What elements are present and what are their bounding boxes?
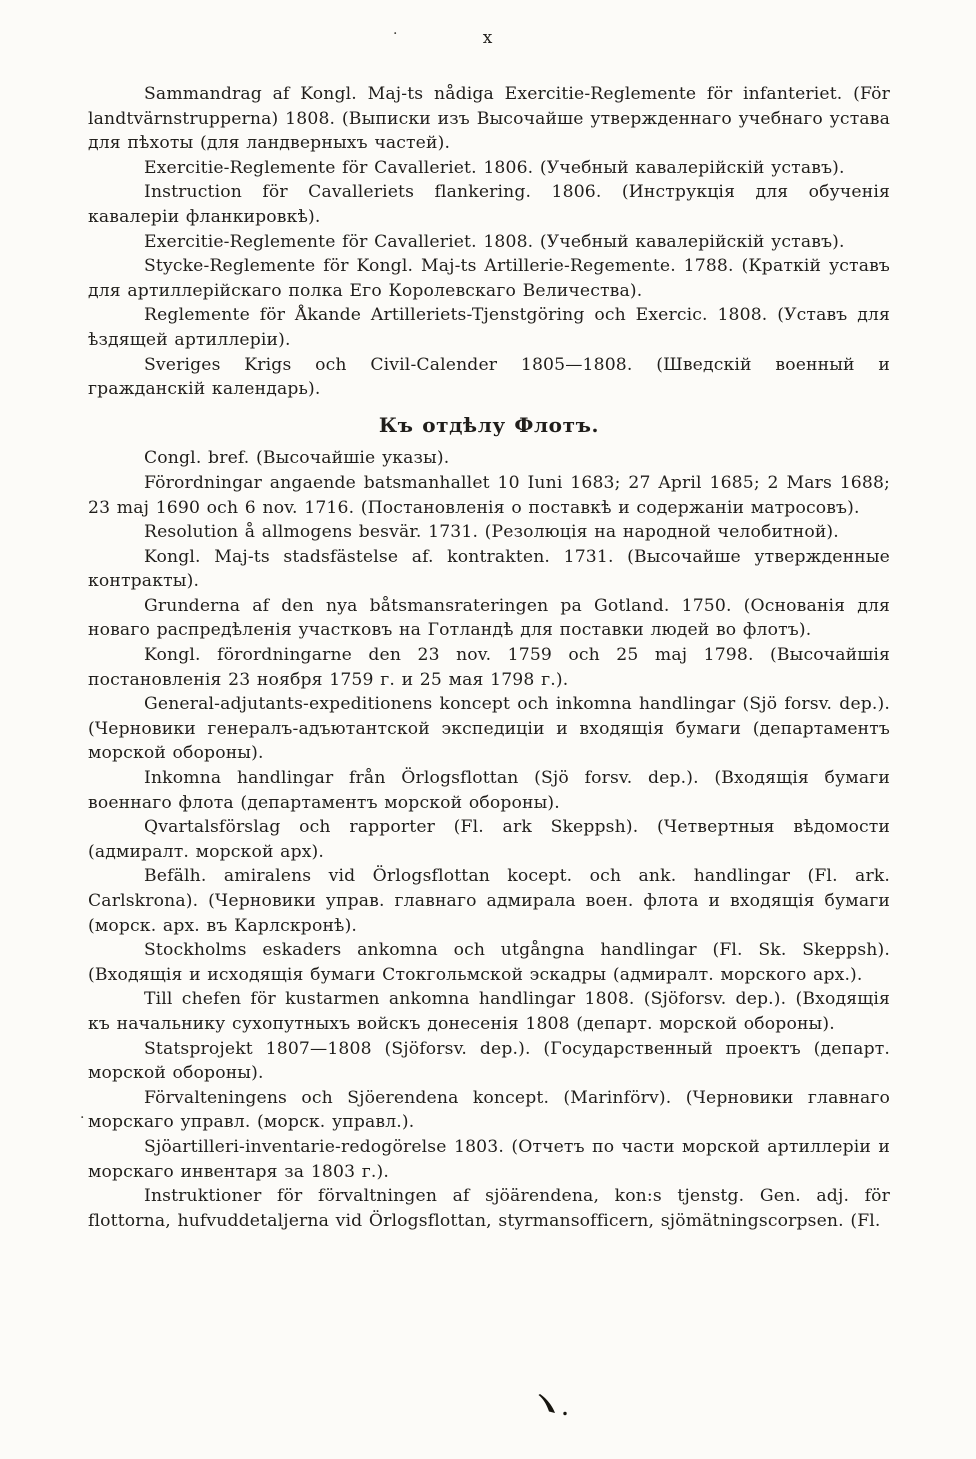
scan-speck: · xyxy=(80,1110,85,1126)
entry-paragraph: Kongl. Maj-ts stadsfästelse af. kontrakten. 1731. (Высочайше утвержденные контракты). xyxy=(88,546,890,592)
entry-paragraph: Inkomna handlingar från Örlogsflottan (Sjö forsv. dep.). (Входящія бумаги военнаго флота (департаментъ морской обороны). xyxy=(88,768,890,813)
text-block xyxy=(88,82,890,1233)
entry-paragraph: Kongl. förordningarne den 23 nov. 1759 och 25 maj 1798. (Высочайшія постановленія 23 ноября 1759 г. и 25 мая 1798 г.). xyxy=(88,645,890,690)
entry-paragraph: Stycke-Reglemente för Kongl. Maj-ts Artillerie-Regemente. 1788. (Краткій уставъ для артиллерійскаго полка Его Королевскаго Величества). xyxy=(88,256,890,301)
entry-paragraph: Exercitie-Reglemente för Cavalleriet. 1806. (Учебный кавалерійскій уставъ). xyxy=(144,157,845,178)
entry-paragraph: Instruction för Cavalleriets flankering. 1806. (Инструкція для обученія кавалеріи фланкировкѣ). xyxy=(88,182,890,227)
ink-stroke-graphic xyxy=(536,1392,570,1418)
entry-paragraph: Qvartalsförslag och rapporter (Fl. ark Skeppsh). (Четвертныя вѣдомости (адмиралт. морской арх). xyxy=(88,817,890,862)
entry-paragraph: Exercitie-Reglemente för Cavalleriet. 1808. (Учебный кавалерійскій уставъ). xyxy=(144,231,845,252)
scan-speck: · xyxy=(393,26,398,42)
entry-paragraph: Reglemente för Åkande Artilleriets-Tjenstgöring och Exercic. 1808. (Уставъ для ѣздящей артиллеріи). xyxy=(88,305,890,350)
entry-paragraph: Stockholms eskaders ankomna och utgångna handlingar (Fl. Sk. Skeppsh). (Входящія и исходящія бумаги Стокгольмской эскадры (адмиралт. морского арх.). xyxy=(88,940,890,985)
fleet-section-heading: Къ отдѣлу Флотъ. xyxy=(378,412,600,437)
entry-paragraph: Resolution å allmogens besvär. 1731. (Резолюція на народной челобитной). xyxy=(144,522,839,543)
entry-paragraph: Till chefen för kustarmen ankomna handlingar 1808. (Sjöforsv. dep.). (Входящія къ начальнику сухопутныхъ войскъ донесенія 1808 (департ. морской обороны). xyxy=(88,989,890,1034)
entry-paragraph: Instruktioner för förvaltningen af sjöärendena, kon:s tjenstg. Gen. adj. för flottorna, hufvuddetaljerna vid Örlogsflottan, styrmansofficern, sjömätningscorpsen. (Fl. xyxy=(88,1186,890,1231)
entry-paragraph: General-adjutants-expeditionens koncept och inkomna handlingar (Sjö forsv. dep.). (Черновики генералъ-адъютантской экспедиціи и входящія бумаги (департаментъ морской обороны). xyxy=(88,694,890,764)
entry-paragraph: Grunderna af den nya båtsmansrateringen pa Gotland. 1750. (Основанія для новаго распредѣленія участковъ на Готландѣ для поставки людей во флотъ). xyxy=(88,595,890,641)
entry-paragraph: Sammandrag af Kongl. Maj-ts nådiga Exercitie-Reglemente för infanteriet. (För landtvärnstrupperna) 1808. (Выписки изъ Высочайше утвержденнаго учебнаго устава для пѣхоты (для ландверныхъ частей). xyxy=(88,84,890,154)
entry-paragraph: Sveriges Krigs och Civil-Calender 1805—1808. (Шведскій военный и гражданскій календарь). xyxy=(88,354,890,400)
entry-paragraph: Sjöartilleri-inventarie-redogörelse 1803. (Отчетъ по части морской артиллеріи и морскаго инвентаря за 1803 г.). xyxy=(88,1136,890,1182)
entry-paragraph: Förordningar angaende batsmanhallet 10 Iuni 1683; 27 April 1685; 2 Mars 1688; 23 maj 1690 och 6 nov. 1716. (Постановленія о поставкѣ и содержаніи матросовъ). xyxy=(88,472,890,518)
page-number: x xyxy=(482,28,494,48)
entry-paragraph: Befälh. amiralens vid Örlogsflottan kocept. och ank. handlingar (Fl. ark. Carlskrona). (Черновики управ. главнаго адмирала воен. флота и входящія бумаги (морск. арх. въ Карлскронѣ). xyxy=(88,866,890,936)
ink-mark xyxy=(536,1392,570,1422)
entry-paragraph: Statsprojekt 1807—1808 (Sjöforsv. dep.). (Государственный проектъ (департ. морской обороны). xyxy=(88,1038,890,1084)
entry-paragraph: Förvalteningens och Sjöerendena koncept. (Marinförv). (Черновики главнаго морскаго управл. (морск. управл.). xyxy=(88,1087,890,1133)
entry-paragraph: Congl. bref. (Высочайшіе указы). xyxy=(144,448,450,469)
